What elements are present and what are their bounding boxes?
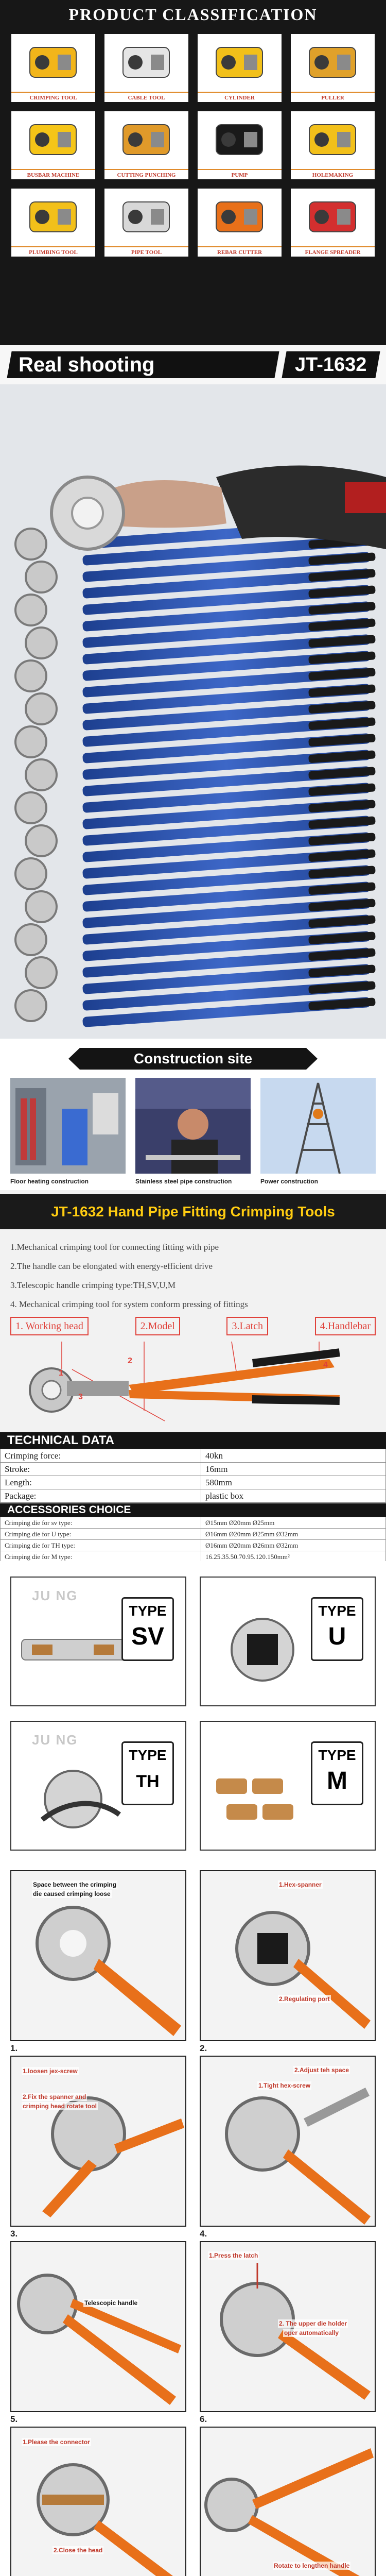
crimp-head bbox=[15, 726, 46, 757]
product-image bbox=[11, 111, 95, 169]
crimp-head bbox=[26, 562, 57, 592]
step-number: 6. bbox=[200, 2414, 207, 2424]
step-card bbox=[10, 1870, 186, 2041]
step-caption: 2. The upper die holder bbox=[279, 2320, 347, 2327]
classification-item bbox=[198, 189, 282, 257]
construction-site-banner bbox=[0, 1039, 386, 1078]
classification-item bbox=[104, 34, 188, 102]
classification-item bbox=[11, 111, 95, 179]
part-label-model: 2.Model bbox=[135, 1317, 180, 1335]
th-die-image bbox=[22, 1758, 125, 1845]
step-card bbox=[10, 2241, 186, 2412]
real-shooting-photo bbox=[0, 384, 386, 1039]
watermark: JU NG bbox=[32, 1732, 78, 1748]
classification-label: PIPE TOOL bbox=[104, 246, 188, 257]
marker-3: 3 bbox=[78, 1393, 83, 1401]
classification-grid bbox=[11, 34, 375, 257]
construction-caption: Floor heating construction bbox=[10, 1178, 89, 1185]
step-caption: Rotate to lengthen handle bbox=[274, 2562, 350, 2569]
product-image bbox=[11, 34, 95, 92]
accessories-title: ACCESSORIES CHOICE bbox=[0, 1503, 386, 1517]
crimp-head bbox=[15, 529, 46, 560]
product-image bbox=[198, 189, 282, 246]
classification-label: HOLEMAKING bbox=[291, 169, 375, 179]
table-row: Length: 580mm bbox=[1, 1476, 386, 1489]
table-row: Package: plastic box bbox=[1, 1489, 386, 1503]
step-card bbox=[200, 2241, 376, 2412]
crimp-head bbox=[15, 924, 46, 955]
stainless-pipe-photo bbox=[135, 1078, 251, 1174]
step-caption: 1.Tight hex-screw bbox=[258, 2082, 311, 2089]
type-value: TH bbox=[136, 1772, 160, 1791]
classification-item bbox=[291, 34, 375, 102]
crimp-head bbox=[26, 693, 57, 724]
construction-item bbox=[10, 1078, 126, 1190]
m-die-image bbox=[211, 1758, 319, 1845]
part-label-handlebar: 4.Handlebar bbox=[315, 1317, 376, 1335]
classification-label: CUTTING PUNCHING bbox=[104, 169, 188, 179]
classification-item bbox=[291, 111, 375, 179]
classification-label: REBAR CUTTER bbox=[198, 246, 282, 257]
step-illustration bbox=[11, 2057, 186, 2227]
type-label: TYPE bbox=[129, 1603, 167, 1619]
product-image bbox=[104, 34, 188, 92]
technical-data-title: TECHNICAL DATA bbox=[0, 1432, 386, 1449]
step-number: 1. bbox=[10, 2043, 18, 2053]
step-card bbox=[200, 2427, 376, 2576]
crimp-head bbox=[26, 628, 57, 658]
type-badge bbox=[121, 1597, 174, 1661]
step-illustration bbox=[201, 2428, 376, 2576]
crimp-head bbox=[26, 891, 57, 922]
feature-item: 1.Mechanical crimping tool for connecting fitting with pipe bbox=[10, 1242, 219, 1252]
product-image bbox=[104, 189, 188, 246]
marker-1: 1 bbox=[59, 1369, 63, 1378]
step-caption: oper automatically bbox=[284, 2329, 339, 2336]
type-badge bbox=[311, 1597, 363, 1661]
classification-item bbox=[198, 111, 282, 179]
construction-caption: Stainless steel pipe construction bbox=[135, 1178, 232, 1185]
crimp-head bbox=[15, 595, 46, 625]
product-description-section bbox=[0, 1190, 386, 1432]
step-caption: 2.Close the head bbox=[54, 2547, 103, 2554]
type-badge bbox=[121, 1741, 174, 1805]
classification-label: CYLINDER bbox=[198, 92, 282, 102]
table-row: Crimping die for TH type: Ø16mm Ø20mm Ø26mm Ø32mm bbox=[1, 1540, 386, 1551]
step-caption: 1.Hex-spanner bbox=[279, 1881, 322, 1888]
die-type-card bbox=[200, 1577, 376, 1706]
classification-label: PLUMBING TOOL bbox=[11, 246, 95, 257]
step-number: 3. bbox=[10, 2229, 18, 2239]
classification-label: BUSBAR MACHINE bbox=[11, 169, 95, 179]
table-row: Crimping die for U type: Ø16mm Ø20mm Ø25mm Ø32mm bbox=[1, 1529, 386, 1540]
step-caption: die caused crimping loose bbox=[33, 1890, 111, 1897]
feature-item: 4. Mechanical crimping tool for system conform pressing of fittings bbox=[10, 1299, 248, 1309]
type-value: M bbox=[327, 1767, 347, 1794]
product-image bbox=[291, 34, 375, 92]
step-caption: 1.loosen jex-screw bbox=[23, 2067, 78, 2075]
table-row: Crimping die for sv type: Ø15mm Ø20mm Ø25mm bbox=[1, 1517, 386, 1529]
classification-label: FLANGE SPREADER bbox=[291, 246, 375, 257]
classification-item bbox=[104, 189, 188, 257]
real-shooting-banner bbox=[0, 345, 386, 384]
step-card bbox=[10, 2056, 186, 2227]
accessories-table bbox=[0, 1517, 386, 1563]
feature-item: 3.Telescopic handle crimping type:TH,SV,U,M bbox=[10, 1280, 176, 1290]
crimp-head bbox=[15, 792, 46, 823]
type-value: SV bbox=[131, 1623, 165, 1650]
construction-caption: Power construction bbox=[260, 1178, 319, 1185]
real-shooting-title: Real shooting bbox=[19, 353, 155, 376]
marker-4: 4 bbox=[323, 1361, 328, 1369]
classification-label: CABLE TOOL bbox=[104, 92, 188, 102]
product-image bbox=[104, 111, 188, 169]
technical-data-table bbox=[0, 1449, 386, 1503]
step-number: 2. bbox=[200, 2043, 207, 2053]
model-badge: JT-1632 bbox=[295, 354, 367, 376]
tools-photo-illustration bbox=[0, 384, 386, 1039]
floor-heating-photo bbox=[10, 1078, 126, 1174]
part-labels bbox=[10, 1317, 376, 1335]
watermark: JU NG bbox=[32, 1588, 78, 1603]
technical-data-section bbox=[0, 1432, 386, 1561]
step-caption: Telescopic handle bbox=[84, 2299, 138, 2307]
step-illustration bbox=[201, 1871, 376, 2041]
feature-item: 2.The handle can be elongated with energy-efficient drive bbox=[10, 1261, 213, 1271]
die-type-card bbox=[10, 1721, 186, 1851]
step-illustration bbox=[11, 2242, 186, 2412]
product-image bbox=[291, 189, 375, 246]
step-caption: 2.Regulating port bbox=[279, 1995, 330, 2003]
crimp-head bbox=[26, 957, 57, 988]
crimp-head bbox=[15, 858, 46, 889]
die-type-card bbox=[200, 1721, 376, 1851]
step-number: 5. bbox=[10, 2414, 18, 2424]
crimp-head bbox=[15, 660, 46, 691]
step-caption: 1.Press the latch bbox=[209, 2252, 258, 2259]
classification-item bbox=[11, 34, 95, 102]
sv-die-image bbox=[16, 1608, 135, 1696]
step-caption: Space between the crimping bbox=[33, 1881, 117, 1888]
crimp-head bbox=[26, 759, 57, 790]
product-classification-section bbox=[0, 0, 386, 345]
construction-item bbox=[260, 1078, 376, 1190]
classification-label: CRIMPING TOOL bbox=[11, 92, 95, 102]
part-label-working-head: 1. Working head bbox=[10, 1317, 89, 1335]
die-type-card bbox=[10, 1577, 186, 1706]
table-row: Crimping die for M type: 16.25.35.50.70.95.120.150mm² bbox=[1, 1551, 386, 1563]
product-image bbox=[198, 34, 282, 92]
step-caption: 2.Fix the spanner and bbox=[23, 2093, 86, 2100]
classification-item bbox=[291, 189, 375, 257]
power-construction-photo bbox=[260, 1078, 376, 1174]
classification-item bbox=[11, 189, 95, 257]
classification-label: PUMP bbox=[198, 169, 282, 179]
classification-item bbox=[198, 34, 282, 102]
part-label-latch: 3.Latch bbox=[226, 1317, 268, 1335]
feature-list bbox=[10, 1238, 376, 1314]
step-caption: 1.Please the connector bbox=[23, 2438, 90, 2446]
type-badge bbox=[311, 1741, 363, 1805]
classification-label: PULLER bbox=[291, 92, 375, 102]
usage-steps-section bbox=[0, 1860, 386, 2576]
classification-title: PRODUCT CLASSIFICATION bbox=[68, 5, 318, 24]
type-label: TYPE bbox=[129, 1747, 167, 1763]
type-label: TYPE bbox=[318, 1747, 356, 1763]
type-label: TYPE bbox=[318, 1603, 356, 1619]
product-image bbox=[291, 111, 375, 169]
product-image bbox=[198, 111, 282, 169]
crimping-tool-diagram bbox=[10, 1338, 376, 1431]
step-number: 4. bbox=[200, 2229, 207, 2239]
table-row: Stroke: 16mm bbox=[1, 1463, 386, 1476]
crimp-head bbox=[15, 990, 46, 1021]
construction-item bbox=[135, 1078, 251, 1190]
step-card bbox=[200, 2056, 376, 2227]
step-card bbox=[200, 1870, 376, 2041]
marker-2: 2 bbox=[128, 1357, 132, 1365]
product-title: JT-1632 Hand Pipe Fitting Crimping Tools bbox=[0, 1194, 386, 1229]
type-value: U bbox=[328, 1623, 346, 1650]
construction-site-title: Construction site bbox=[80, 1048, 306, 1070]
crimp-head bbox=[26, 825, 57, 856]
die-types-section bbox=[0, 1561, 386, 1860]
classification-item bbox=[104, 111, 188, 179]
u-die-image bbox=[211, 1603, 314, 1696]
step-card bbox=[10, 2427, 186, 2576]
step-caption: 2.Adjust teh space bbox=[294, 2066, 349, 2074]
product-image bbox=[11, 189, 95, 246]
step-caption: crimping head rotate tool bbox=[23, 2103, 97, 2110]
table-row: Crimping force: 40kn bbox=[1, 1449, 386, 1463]
construction-photos bbox=[10, 1078, 376, 1190]
